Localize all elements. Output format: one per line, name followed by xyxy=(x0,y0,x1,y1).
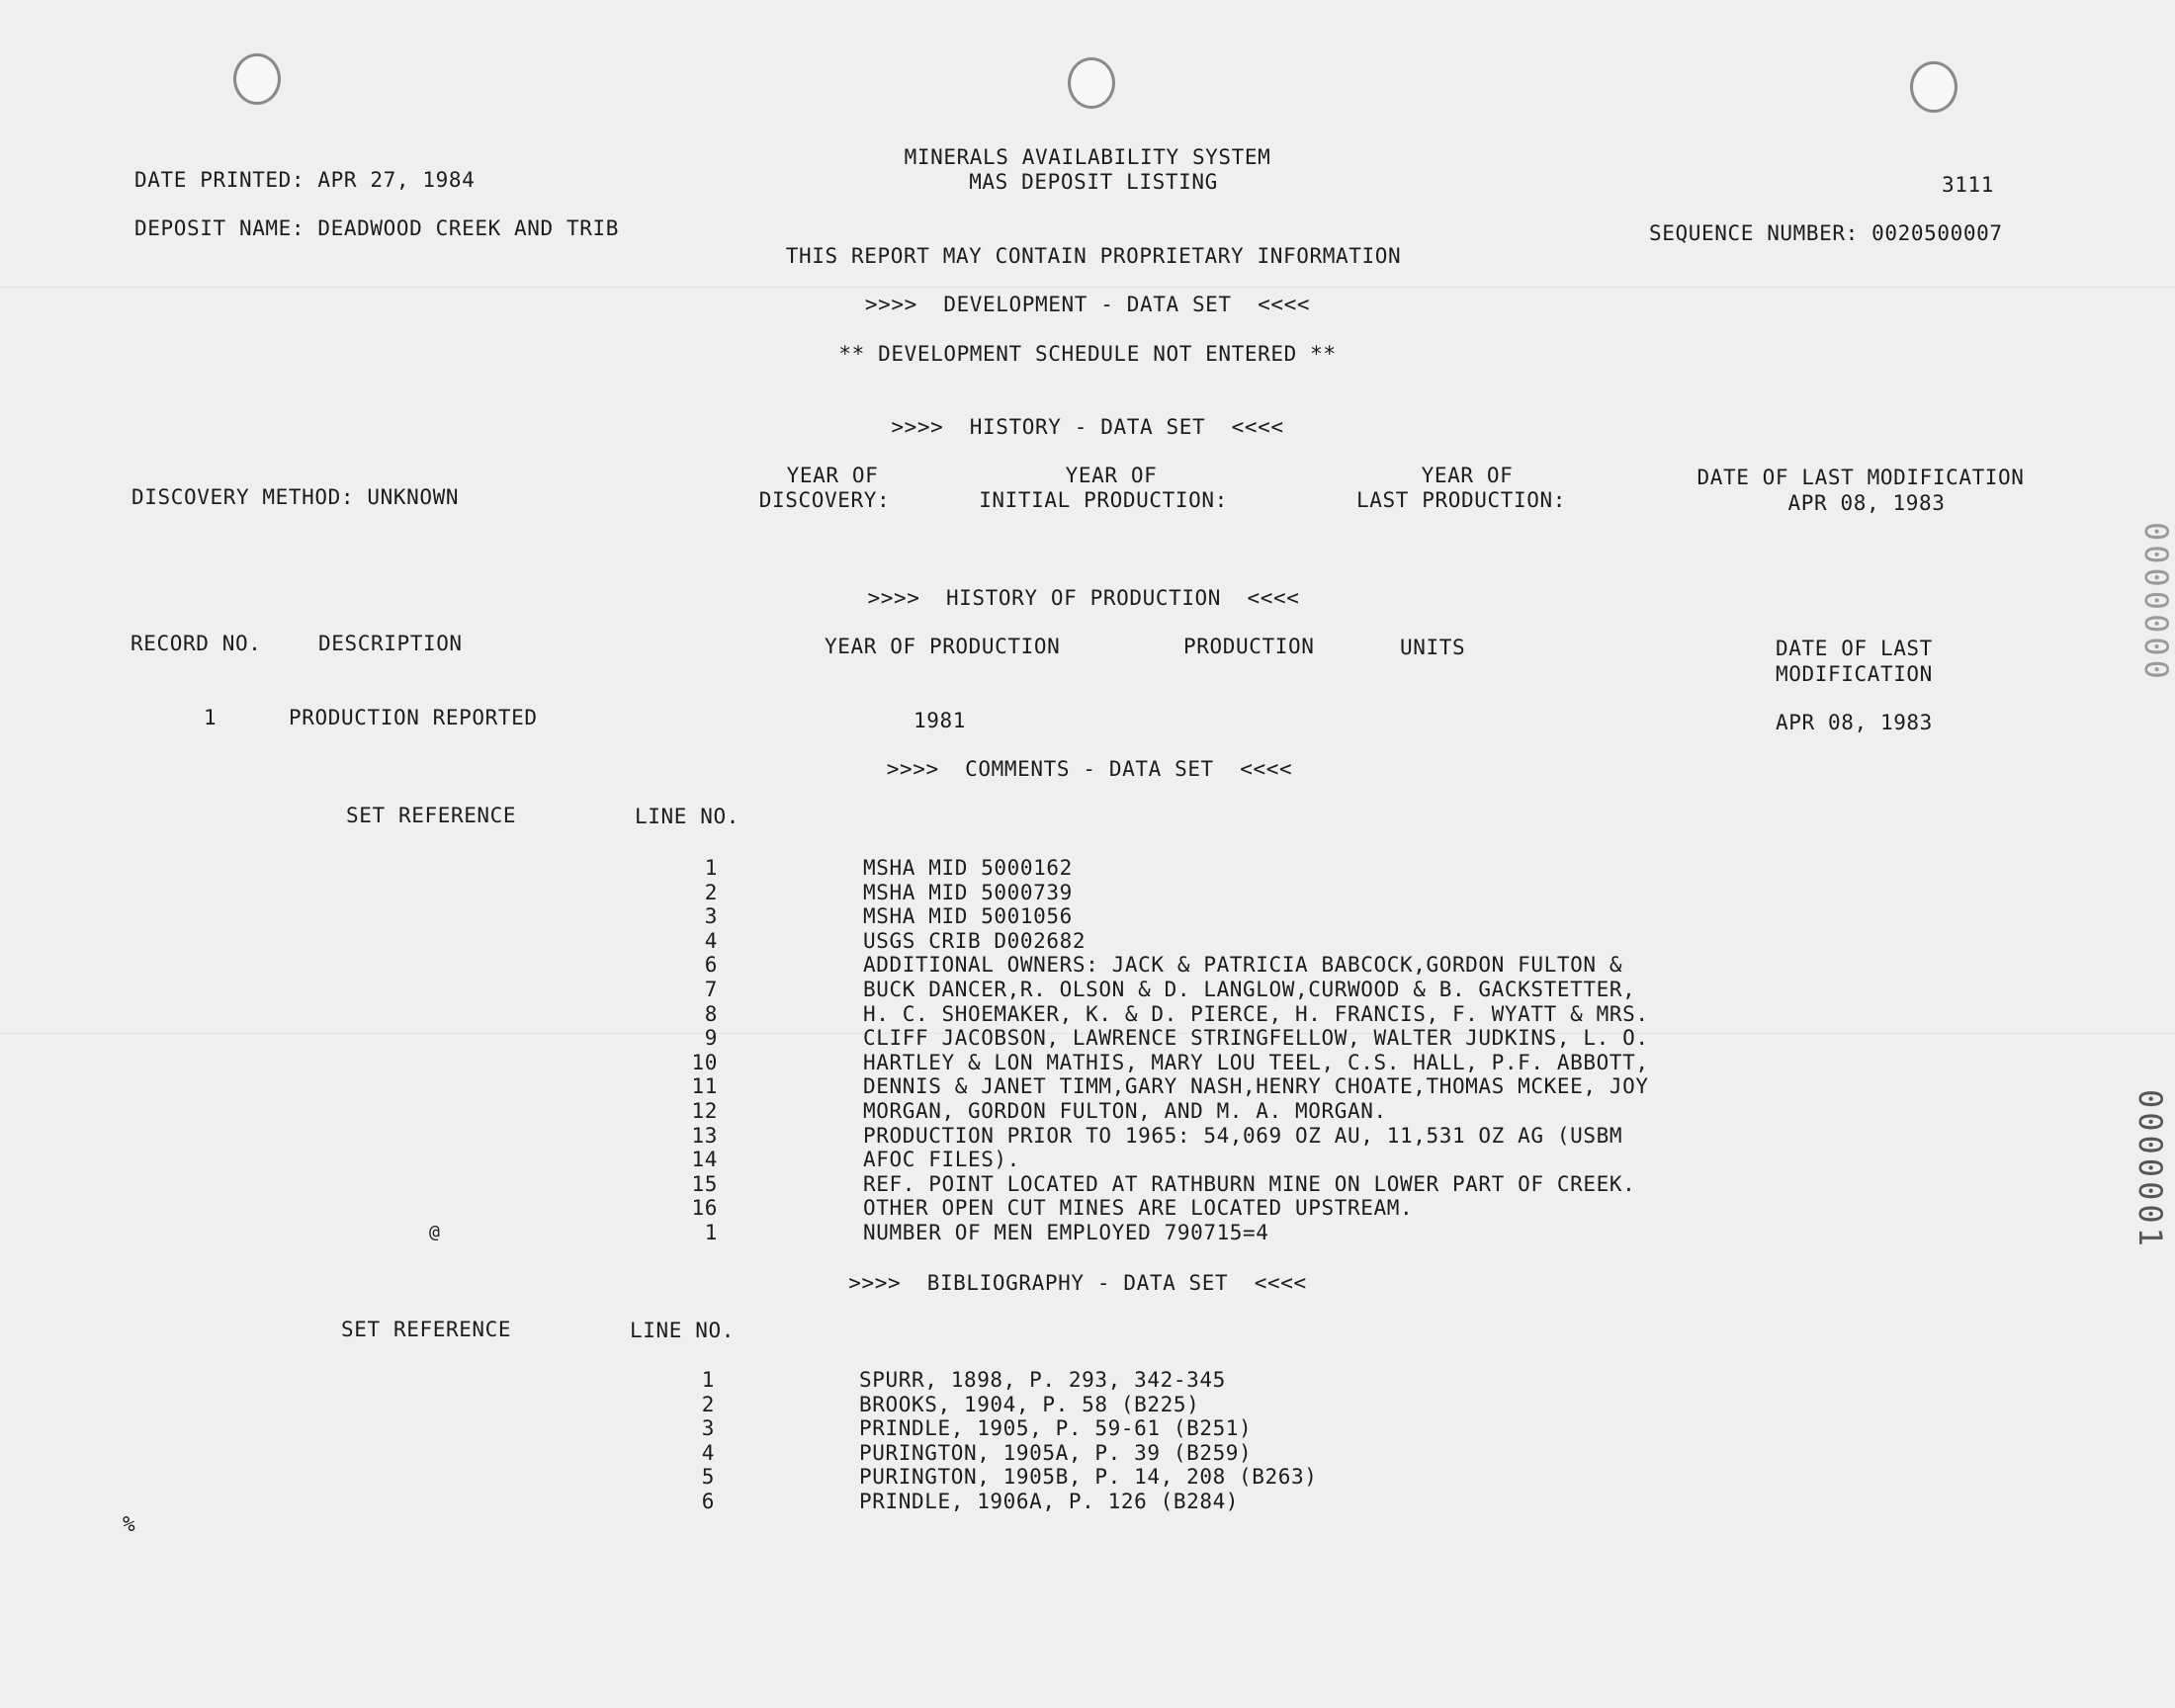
col-description: DESCRIPTION xyxy=(318,632,463,655)
line-text: MORGAN, GORDON FULTON, AND M. A. MORGAN. xyxy=(863,1099,1387,1123)
line-text: PURINGTON, 1905A, P. 39 (B259) xyxy=(859,1440,1253,1465)
bibliography-col-set-reference: SET REFERENCE xyxy=(341,1318,512,1341)
year-of-initial-label: YEAR OF xyxy=(1065,464,1158,487)
line-number: 7 xyxy=(704,978,718,1001)
line-number: 16 xyxy=(691,1196,718,1221)
page-code: 3111 xyxy=(1942,173,1994,197)
line-number: 1 xyxy=(704,856,718,880)
line-text: H. C. SHOEMAKER, K. & D. PIERCE, H. FRANCIS, F. WYATT & MRS. xyxy=(863,1001,1649,1026)
development-heading: >>>> DEVELOPMENT - DATA SET <<<< xyxy=(864,293,1311,316)
line-text: REF. POINT LOCATED AT RATHBURN MINE ON LOWER PART OF CREEK. xyxy=(863,1171,1636,1196)
line-number: 4 xyxy=(704,928,718,953)
line-text: NUMBER OF MEN EMPLOYED 790715=4 xyxy=(863,1221,1269,1244)
history-heading: >>>> HISTORY - DATA SET <<<< xyxy=(891,415,1284,439)
system-title: MINERALS AVAILABILITY SYSTEM xyxy=(904,145,1271,169)
line-number: 3 xyxy=(704,904,718,929)
production-row-date: APR 08, 1983 xyxy=(1776,711,1933,734)
discovery-method: DISCOVERY METHOD: UNKNOWN xyxy=(131,485,460,509)
line-text: CLIFF JACOBSON, LAWRENCE STRINGFELLOW, WALTER JUDKINS, L. O. xyxy=(863,1026,1649,1051)
line-number: 3 xyxy=(701,1416,715,1441)
edge-stamp-upper: 0000000 xyxy=(2137,522,2175,683)
initial-production-label: INITIAL PRODUCTION: xyxy=(979,488,1228,512)
binder-hole-center xyxy=(1068,57,1115,109)
line-text: BUCK DANCER,R. OLSON & D. LANGLOW,CURWOOD & B. GACKSTETTER, xyxy=(863,978,1636,1001)
last-production-label: LAST PRODUCTION: xyxy=(1356,488,1566,512)
line-number: 2 xyxy=(701,1392,715,1416)
line-number: 8 xyxy=(704,1001,718,1026)
line-text: PRINDLE, 1906A, P. 126 (B284) xyxy=(859,1490,1240,1513)
line-number: 11 xyxy=(691,1074,718,1099)
line-number: 9 xyxy=(704,1026,718,1051)
discovery-label: DISCOVERY: xyxy=(758,488,891,512)
line-text: PRODUCTION PRIOR TO 1965: 54,069 OZ AU, 11,531 OZ AG (USBM xyxy=(863,1123,1623,1148)
line-text: SPURR, 1898, P. 293, 342-345 xyxy=(859,1368,1226,1392)
line-number: 1 xyxy=(704,1221,718,1244)
line-text: PURINGTON, 1905B, P. 14, 208 (B263) xyxy=(859,1465,1318,1490)
deposit-name: DEPOSIT NAME: DEADWOOD CREEK AND TRIB xyxy=(134,216,619,240)
date-printed: DATE PRINTED: APR 27, 1984 xyxy=(134,168,476,192)
production-row-record: 1 xyxy=(204,706,218,729)
line-text: ADDITIONAL OWNERS: JACK & PATRICIA BABCOCK,GORDON FULTON & xyxy=(863,953,1623,978)
production-row-description: PRODUCTION REPORTED xyxy=(289,706,538,729)
line-text: MSHA MID 5000162 xyxy=(863,856,1073,880)
line-text: DENNIS & JANET TIMM,GARY NASH,HENRY CHOATE,THOMAS MCKEE, JOY xyxy=(863,1074,1649,1099)
line-text: OTHER OPEN CUT MINES ARE LOCATED UPSTREAM. xyxy=(863,1196,1414,1221)
line-number: 13 xyxy=(691,1123,718,1148)
comments-col-set-reference: SET REFERENCE xyxy=(346,804,517,827)
line-number: 4 xyxy=(701,1440,715,1465)
production-heading: >>>> HISTORY OF PRODUCTION <<<< xyxy=(867,586,1300,610)
binder-hole-right xyxy=(1910,61,1958,113)
bibliography-col-line-no: LINE NO. xyxy=(630,1319,735,1342)
development-note: ** DEVELOPMENT SCHEDULE NOT ENTERED ** xyxy=(838,342,1337,366)
binder-hole-left xyxy=(233,53,281,105)
col-production: PRODUCTION xyxy=(1183,635,1315,658)
line-text: PRINDLE, 1905, P. 59-61 (B251) xyxy=(859,1416,1253,1441)
line-number: 5 xyxy=(701,1465,715,1490)
line-text: BROOKS, 1904, P. 58 (B225) xyxy=(859,1392,1200,1416)
line-number: 10 xyxy=(691,1050,718,1074)
line-number: 15 xyxy=(691,1171,718,1196)
bibliography-heading: >>>> BIBLIOGRAPHY - DATA SET <<<< xyxy=(848,1271,1307,1295)
listing-title: MAS DEPOSIT LISTING xyxy=(969,170,1218,194)
fold-line xyxy=(0,287,2175,288)
production-row-year: 1981 xyxy=(914,709,966,732)
line-number: 6 xyxy=(701,1490,715,1513)
edge-stamp-lower: 0000001 xyxy=(2132,1089,2169,1250)
last-modification-date: APR 08, 1983 xyxy=(1787,491,1946,515)
line-text: MSHA MID 5000739 xyxy=(863,880,1073,904)
line-text: AFOC FILES). xyxy=(863,1148,1020,1172)
line-text: USGS CRIB D002682 xyxy=(863,928,1087,953)
sequence-number: SEQUENCE NUMBER: 0020500007 xyxy=(1649,221,2003,245)
col-record-no: RECORD NO. xyxy=(130,632,262,655)
comments-heading: >>>> COMMENTS - DATA SET <<<< xyxy=(886,757,1293,781)
proprietary-notice: THIS REPORT MAY CONTAIN PROPRIETARY INFORMATION xyxy=(785,244,1402,268)
line-text: MSHA MID 5001056 xyxy=(863,904,1073,929)
line-text: HARTLEY & LON MATHIS, MARY LOU TEEL, C.S. HALL, P.F. ABBOTT, xyxy=(863,1050,1649,1074)
col-units: UNITS xyxy=(1400,636,1466,659)
comments-col-line-no: LINE NO. xyxy=(635,805,740,828)
last-modification-label: DATE OF LAST MODIFICATION xyxy=(1696,466,2025,489)
line-number: 14 xyxy=(691,1148,718,1172)
year-of-discovery-label: YEAR OF xyxy=(786,464,879,487)
line-number: 6 xyxy=(704,953,718,978)
comments-set-reference-mark: @ xyxy=(429,1222,441,1242)
year-of-last-label: YEAR OF xyxy=(1421,464,1514,487)
line-number: 2 xyxy=(704,880,718,904)
col-modification: MODIFICATION xyxy=(1776,662,1933,686)
line-number: 12 xyxy=(691,1099,718,1123)
col-year-of-production: YEAR OF PRODUCTION xyxy=(825,635,1061,658)
footer-mark: % xyxy=(123,1512,136,1536)
col-date-of-last: DATE OF LAST xyxy=(1776,637,1933,660)
line-number: 1 xyxy=(701,1368,715,1392)
